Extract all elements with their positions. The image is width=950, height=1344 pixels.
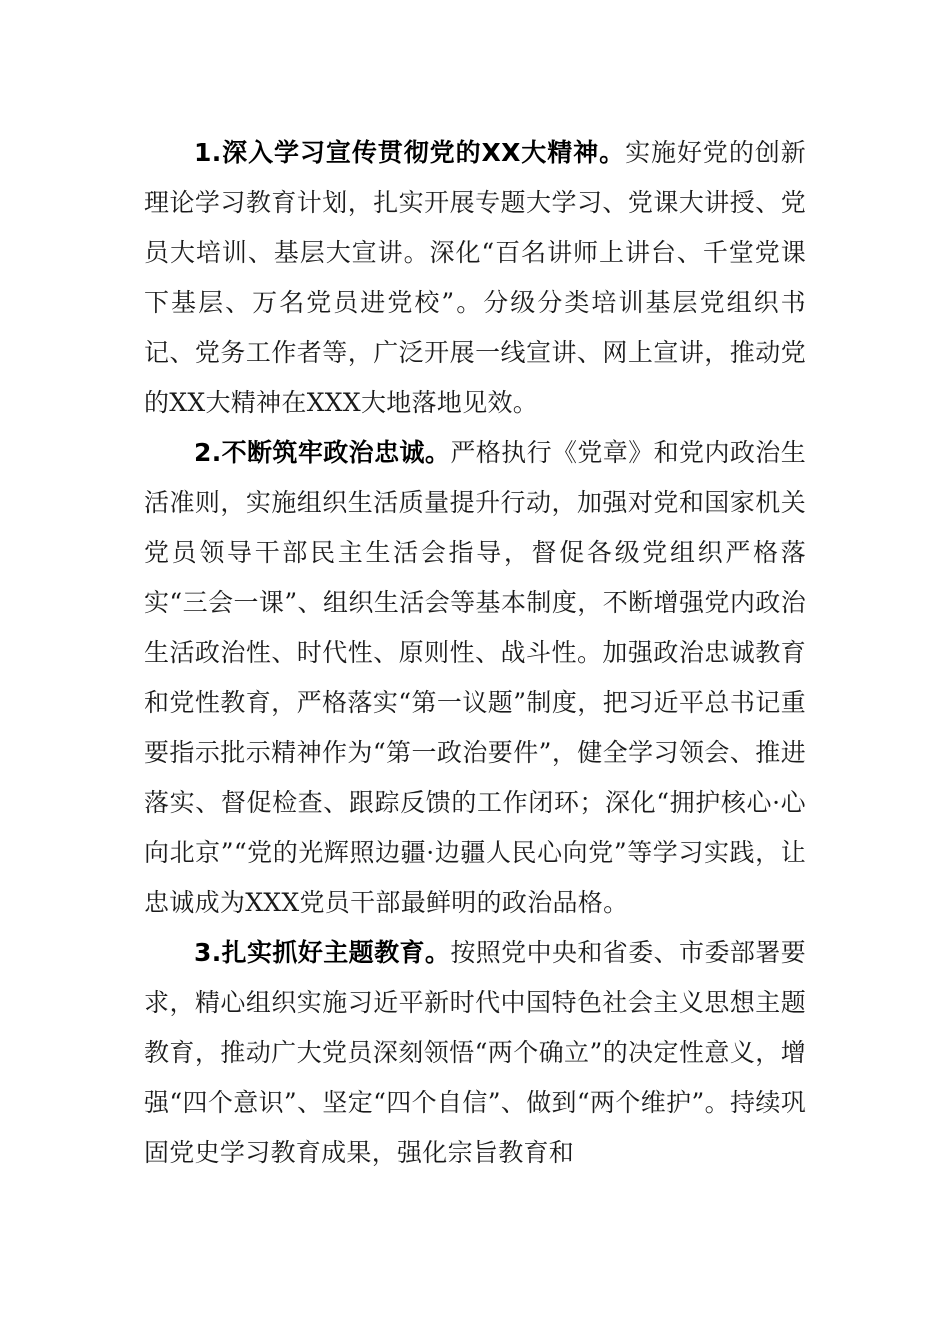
paragraph-1-heading: 1.深入学习宣传贯彻党的XX大精神。 (194, 138, 626, 167)
paragraph-1-text: 实施好党的创新理论学习教育计划，扎实开展专题大学习、党课大讲授、党员大培训、基层大宣讲。深化“百名讲师上讲台、千堂党课下基层、万名党员进党校”。分级分类培训基层党组织书记、党务工作者等，广泛开展一线宣讲、网上宣讲，推动党的XX大精神在XXX大地落地见效。 (144, 138, 806, 417)
paragraph-2-text: 严格执行《党章》和党内政治生活准则，实施组织生活质量提升行动，加强对党和国家机关党员领导干部民主生活会指导，督促各级党组织严格落实“三会一课”、组织生活会等基本制度，不断增强党内政治生活政治性、时代性、原则性、战斗性。加强政治忠诚教育和党性教育，严格落实“第一议题”制度，把习近平总书记重要指示批示精神作为“第一政治要件”，健全学习领会、推进落实、督促检查、跟踪反馈的工作闭环；深化“拥护核心·心向北京”“党的光辉照边疆·边疆人民心向党”等学习实践，让忠诚成为XXX党员干部最鲜明的政治品格。 (144, 438, 806, 917)
paragraph-2-heading: 2.不断筑牢政治忠诚。 (194, 438, 451, 467)
paragraph-3-heading: 3.扎实抓好主题教育。 (194, 938, 451, 967)
document-body (144, 128, 806, 1178)
paragraph-3 (144, 928, 806, 1178)
paragraph-1 (144, 128, 806, 428)
paragraph-2 (144, 428, 806, 928)
paragraph-3-text: 按照党中央和省委、市委部署要求，精心组织实施习近平新时代中国特色社会主义思想主题教育，推动广大党员深刻领悟“两个确立”的决定性意义，增强“四个意识”、坚定“四个自信”、做到“两个维护”。持续巩固党史学习教育成果，强化宗旨教育和 (144, 938, 806, 1167)
